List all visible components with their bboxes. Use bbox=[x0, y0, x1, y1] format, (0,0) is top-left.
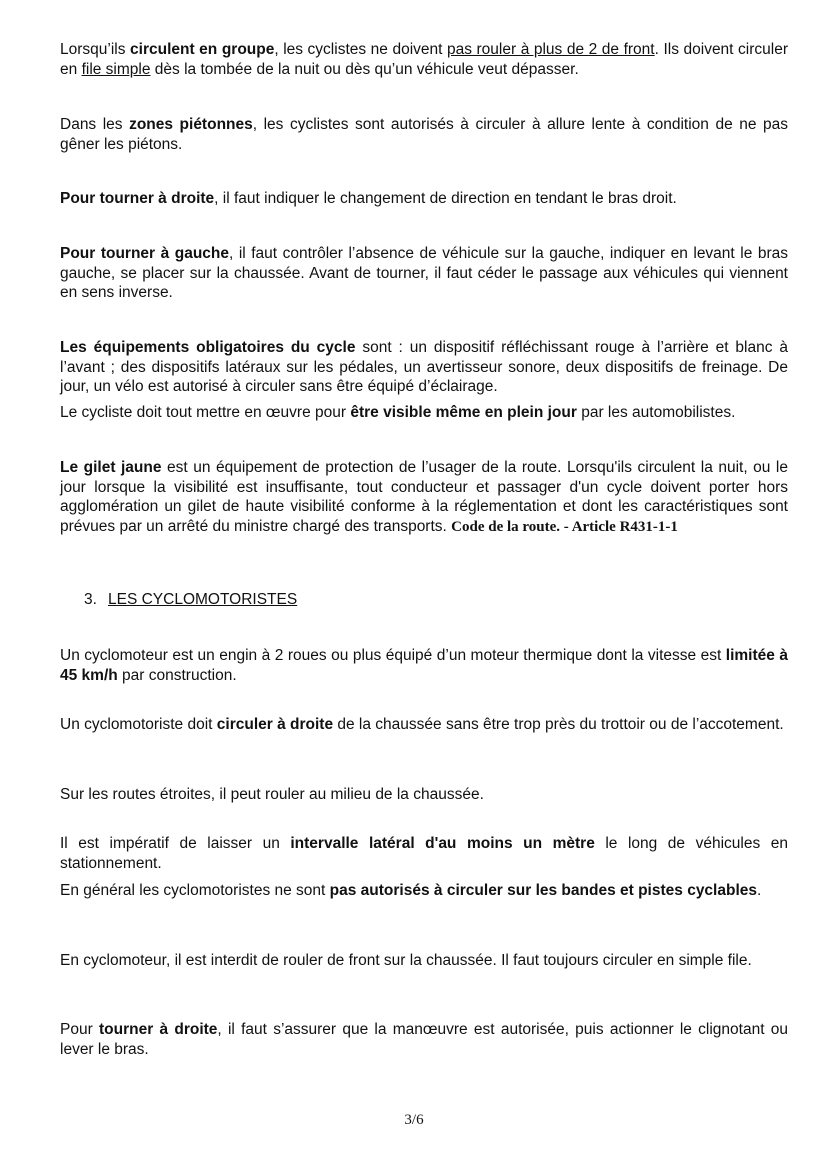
text-segment: Le cycliste doit tout mettre en œuvre pour bbox=[60, 404, 351, 421]
bold-text: circuler à droite bbox=[216, 716, 334, 733]
bold-text: Pour tourner à gauche bbox=[60, 245, 230, 262]
paragraph-turn-right-moped bbox=[60, 1020, 788, 1059]
paragraph-mandatory-equipment bbox=[60, 338, 788, 397]
paragraph-moped-keep-right bbox=[60, 715, 788, 735]
text-segment: En cyclomoteur, il est interdit de rouler de front sur la chaussée. Il faut toujours circuler en simple file. bbox=[60, 952, 752, 969]
text-segment: de la chaussée sans être trop près du trottoir ou de l’accotement. bbox=[333, 716, 784, 733]
bold-text: limitée à 45 km/h bbox=[60, 647, 788, 684]
underlined-text: pas rouler à plus de 2 de front bbox=[446, 41, 655, 58]
text-segment: , les cyclistes ne doivent bbox=[274, 41, 447, 58]
text-segment: Lorsqu’ils bbox=[60, 41, 131, 58]
text-segment: sont : un dispositif réfléchissant rouge à l’arrière et blanc à l’avant ; des dispositifs latéraux sur les pédales, un avertisseur sonore, deux dispositifs de freinage. De jour, un vélo est autorisé à circuler sans être équipé d’éclairage. bbox=[60, 339, 789, 395]
paragraph-bike-lanes bbox=[60, 881, 788, 901]
paragraph-lateral-gap bbox=[60, 834, 788, 873]
bold-text: pas autorisés à circuler sur les bandes et pistes cyclables bbox=[329, 882, 757, 899]
text-segment: Pour bbox=[60, 1021, 99, 1038]
text-segment: par construction. bbox=[117, 666, 237, 684]
paragraph-turn-right-cyclist bbox=[60, 189, 788, 209]
text-segment: . bbox=[757, 882, 762, 899]
text-segment: , il faut s’assurer que la manœuvre est autorisée, puis actionner le clignotant ou lever le bras. bbox=[60, 1021, 788, 1058]
text-segment: dès la tombée de la nuit ou dès qu’un véhicule veut dépasser. bbox=[150, 60, 579, 78]
paragraph-group-riding bbox=[60, 40, 788, 79]
paragraph-turn-left-cyclist bbox=[60, 244, 788, 303]
section-title: LES CYCLOMOTORISTES bbox=[108, 591, 298, 608]
text-segment: . Ils doivent circuler en bbox=[60, 41, 788, 78]
text-segment: , il faut contrôler l’absence de véhicule sur la gauche, indiquer en levant le bras gauche, se placer sur la chaussée. Avant de tourner, il faut céder le passage aux véhicules qui viennent en sens inverse. bbox=[60, 245, 788, 301]
bold-text: Les équipements obligatoires du cycle bbox=[60, 339, 356, 356]
section-heading bbox=[84, 590, 297, 610]
text-segment: Un cyclomoteur est un engin à 2 roues ou plus équipé d’un moteur thermique dont la vitesse est bbox=[60, 647, 726, 664]
paragraph-yellow-vest bbox=[60, 458, 788, 537]
bold-text: Pour tourner à droite bbox=[60, 190, 215, 207]
text-segment: Sur les routes étroites, il peut rouler au milieu de la chaussée. bbox=[60, 786, 484, 803]
legal-citation: Code de la route. - Article R431-1-1 bbox=[451, 518, 678, 535]
paragraph-moped-definition bbox=[60, 646, 788, 685]
bold-text: Le gilet jaune bbox=[60, 459, 162, 476]
paragraph-narrow-roads bbox=[60, 785, 788, 805]
section-number: 3. bbox=[84, 591, 97, 608]
paragraph-pedestrian-zones bbox=[60, 115, 788, 154]
text-segment: le long de véhicules en stationnement. bbox=[60, 835, 788, 872]
text-segment: , les cyclistes sont autorisés à circuler à allure lente à condition de ne pas gêner les piétons. bbox=[60, 116, 788, 153]
bold-text: circulent en groupe bbox=[130, 41, 275, 58]
text-segment: En général les cyclomotoristes ne sont bbox=[60, 882, 330, 899]
underlined-text: file simple bbox=[81, 60, 151, 78]
page-number: 3/6 bbox=[404, 1112, 424, 1128]
bold-text: tourner à droite bbox=[99, 1021, 218, 1038]
text-segment: , il faut indiquer le changement de direction en tendant le bras droit. bbox=[214, 190, 677, 207]
text-segment: Dans les bbox=[60, 116, 130, 133]
text-segment: est un équipement de protection de l’usager de la route. Lorsqu'ils circulent la nuit, ou le jour lorsque la visibilité est insuffisante, tout conducteur et passager d'un cycle doivent porter hors agglomération un gilet de haute visibilité conforme à la réglementation et dont les caractéristiques sont prévues par un arrêté du ministre chargé des transports. bbox=[60, 459, 788, 535]
bold-text: être visible même en plein jour bbox=[350, 404, 577, 421]
paragraph-single-file bbox=[60, 951, 788, 971]
paragraph-visibility bbox=[60, 403, 788, 423]
text-segment: Il est impératif de laisser un bbox=[60, 835, 291, 852]
text-segment: par les automobilistes. bbox=[576, 404, 736, 421]
bold-text: intervalle latéral d'au moins un mètre bbox=[290, 835, 595, 852]
text-segment: Un cyclomotoriste doit bbox=[60, 716, 217, 733]
bold-text: zones piétonnes bbox=[129, 116, 253, 133]
